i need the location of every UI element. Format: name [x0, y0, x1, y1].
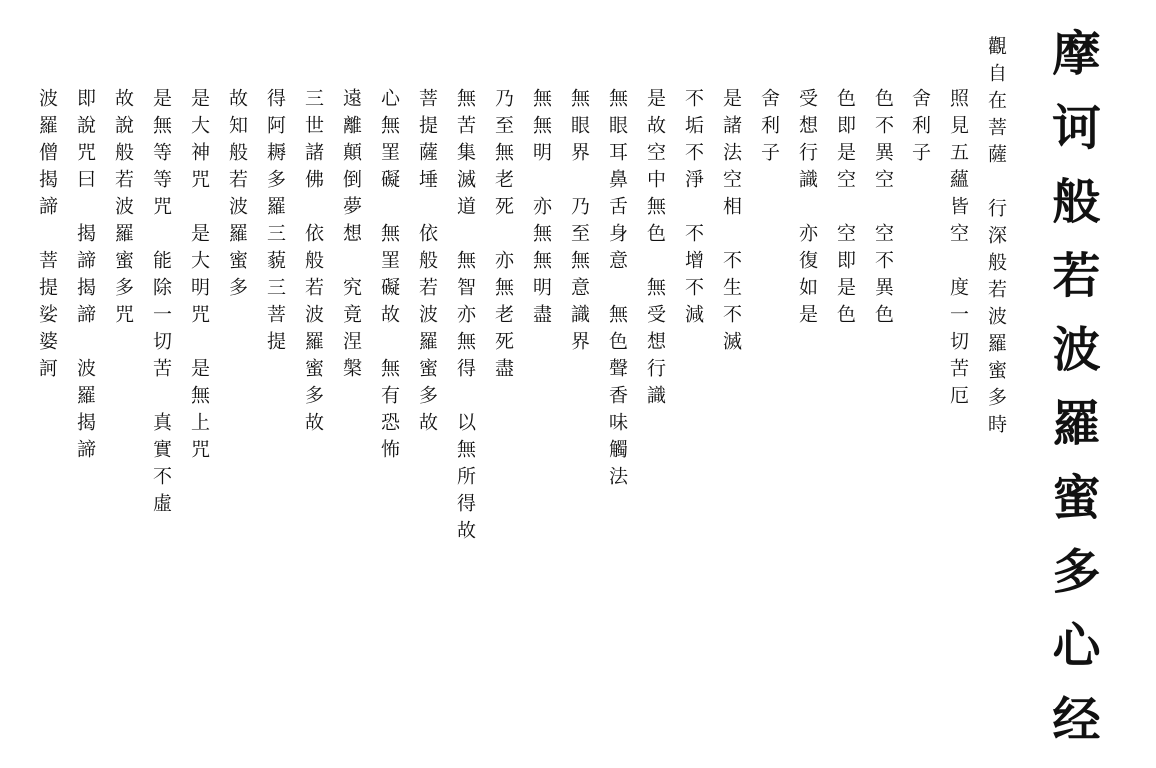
text-column-26: 波羅僧揭諦 菩提娑婆訶 [36, 88, 58, 385]
text-column-19: 三世諸佛 依般若波羅蜜多故 [302, 88, 324, 439]
text-column-6: 受想行識 亦復如是 [796, 88, 818, 331]
text-column-9: 不垢不淨 不增不減 [682, 88, 704, 331]
text-column-4: 色不異空 空不異色 [872, 88, 894, 331]
text-column-14: 乃至無老死 亦無老死盡 [492, 88, 514, 385]
text-column-22: 是大神咒 是大明咒 是無上咒 [188, 88, 210, 466]
text-column-13: 無無明 亦無無明盡 [530, 88, 552, 331]
text-column-10: 是故空中無色 無受想行識 [644, 88, 666, 412]
text-column-3: 舍利子 [909, 88, 931, 169]
text-column-20: 得阿耨多羅三藐三菩提 [264, 88, 286, 358]
text-column-11: 無眼耳鼻舌身意 無色聲香味觸法 [606, 88, 628, 493]
text-column-21: 故知般若波羅蜜多 [226, 88, 248, 304]
text-column-25: 即說咒曰 揭諦揭諦 波羅揭諦 [74, 88, 96, 466]
text-column-18: 遠離顛倒夢想 究竟涅槃 [340, 88, 362, 385]
text-column-15: 無苦集滅道 無智亦無得 以無所得故 [454, 88, 476, 547]
text-column-16: 菩提薩埵 依般若波羅蜜多故 [416, 88, 438, 439]
sutra-title: 摩诃般若波羅蜜多心经 [1044, 28, 1100, 768]
text-column-23: 是無等等咒 能除一切苦 真實不虛 [150, 88, 172, 520]
text-column-2: 照見五蘊皆空 度一切苦厄 [947, 88, 969, 412]
text-column-5: 色即是空 空即是色 [834, 88, 856, 331]
text-column-17: 心無罣礙 無罣礙故 無有恐怖 [378, 88, 400, 466]
text-column-1: 觀自在菩薩 行深般若波羅蜜多時 [985, 36, 1007, 441]
text-column-8: 是諸法空相 不生不滅 [720, 88, 742, 358]
text-column-24: 故說般若波羅蜜多咒 [112, 88, 134, 331]
text-column-12: 無眼界 乃至無意識界 [568, 88, 590, 358]
text-column-7: 舍利子 [758, 88, 780, 169]
